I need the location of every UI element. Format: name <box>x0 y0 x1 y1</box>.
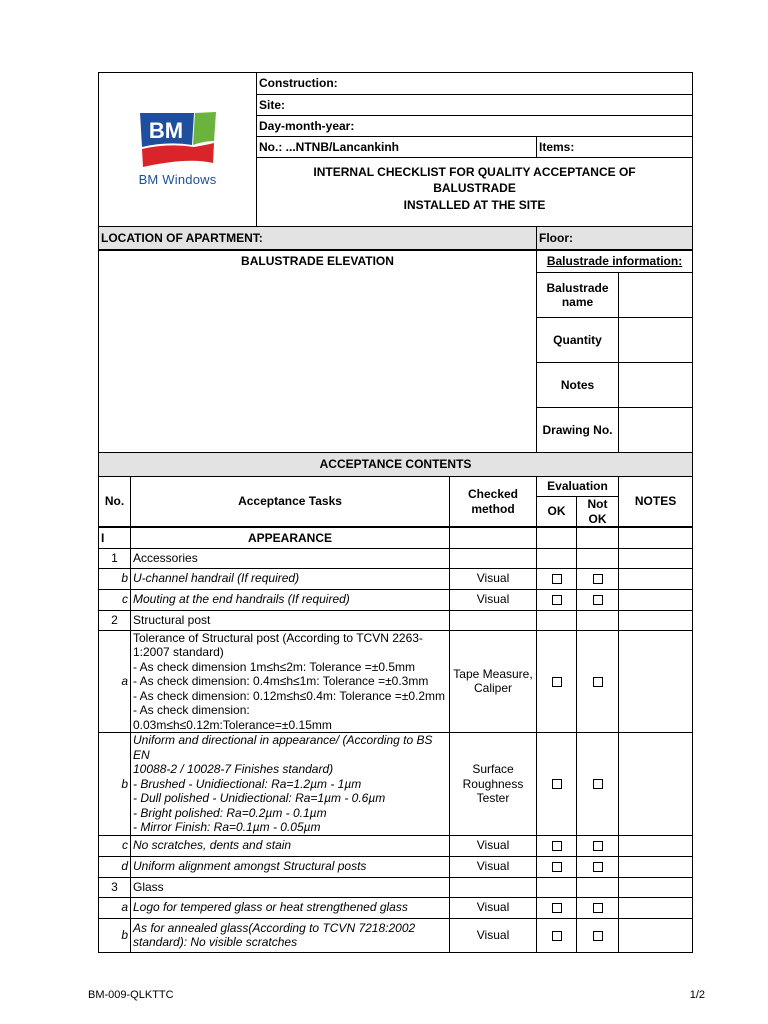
task-text: Tolerance of Structural post (According to TCVN 2263- 1:2007 standard) - As check dimension 1m≤h≤2m: Tolerance =±0.5mm - As check dimension: 0.4m≤h≤1m: Tolerance =±0.3mm - As check dimension: 0.12m≤h≤0.4m: Tolerance =±0.2mm - As check dimension: 0.03m≤h≤0.12m:Tolerance=±0.15mm <box>131 630 450 733</box>
svg-text:BM: BM <box>148 118 183 144</box>
ok-checkbox[interactable] <box>552 841 562 851</box>
not-ok-checkbox[interactable] <box>593 779 603 789</box>
group-title: Accessories <box>131 548 450 568</box>
col-ok-header: OK <box>537 497 577 528</box>
not-ok-checkbox[interactable] <box>593 677 603 687</box>
method-text: Visual <box>450 918 537 952</box>
task-text: No scratches, dents and stain <box>131 835 450 856</box>
ok-checkbox[interactable] <box>552 574 562 584</box>
task-text: Uniform alignment amongst Structural posts <box>131 856 450 877</box>
col-notes-header: NOTES <box>619 477 693 528</box>
notes-cell[interactable] <box>619 733 693 836</box>
balustrade-name-label: Balustrade name <box>537 273 619 318</box>
balustrade-elevation-heading: BALUSTRADE ELEVATION <box>241 253 394 268</box>
construction-field: Construction: <box>257 73 693 95</box>
notes-cell[interactable] <box>619 835 693 856</box>
table-row: a Logo for tempered glass or heat strengthened glass Visual <box>99 897 693 918</box>
not-ok-checkbox[interactable] <box>593 862 603 872</box>
drawing-no-label: Drawing No. <box>537 408 619 453</box>
task-text: Logo for tempered glass or heat strengthened glass <box>131 897 450 918</box>
balustrade-elevation-area <box>99 250 537 453</box>
table-row: 2 Structural post <box>99 610 693 630</box>
task-text: U-channel handrail (If required) <box>131 568 450 589</box>
table-row: d Uniform alignment amongst Structural posts Visual <box>99 856 693 877</box>
col-tasks-header: Acceptance Tasks <box>131 477 450 528</box>
task-text: As for annealed glass(According to TCVN 7218:2002 standard): No visible scratches <box>131 918 450 952</box>
logo-cell <box>99 73 257 227</box>
items-field: Items: <box>537 137 693 158</box>
notes-value <box>619 363 693 408</box>
ok-checkbox[interactable] <box>552 862 562 872</box>
balustrade-info-heading: Balustrade information: <box>537 250 693 273</box>
col-method-header: Checked method <box>450 477 537 528</box>
document-number-field: No.: ...NTNB/Lancankinh <box>257 137 537 158</box>
notes-cell[interactable] <box>619 897 693 918</box>
section-title: APPEARANCE <box>131 527 450 548</box>
method-text: Visual <box>450 835 537 856</box>
page-title-line3: INSTALLED AT THE SITE <box>257 198 693 227</box>
task-text: Uniform and directional in appearance/ (According to BS EN 10088-2 / 10028-7 Finishes standard) - Brushed - Unidiectional: Ra=1.2µm - 1µm - Dull polished - Unidiectional: Ra=1µm - 0.6µm - Bright polished: Ra=0.2µm - 0.1µm - Mirror Finish: Ra=0.1µm - 0.05µm <box>131 733 450 836</box>
notes-cell[interactable] <box>619 856 693 877</box>
ok-checkbox[interactable] <box>552 779 562 789</box>
drawing-no-value <box>619 408 693 453</box>
bm-windows-logo <box>138 111 218 188</box>
notes-cell[interactable] <box>619 918 693 952</box>
notes-cell[interactable] <box>619 589 693 610</box>
not-ok-checkbox[interactable] <box>593 903 603 913</box>
group-title: Glass <box>131 877 450 897</box>
method-text: Tape Measure, Caliper <box>450 630 537 733</box>
notes-label: Notes <box>537 363 619 408</box>
section-number: I <box>99 527 131 548</box>
not-ok-checkbox[interactable] <box>593 931 603 941</box>
ok-checkbox[interactable] <box>552 677 562 687</box>
ok-checkbox[interactable] <box>552 903 562 913</box>
table-row: c No scratches, dents and stain Visual <box>99 835 693 856</box>
bm-logo-icon <box>138 111 218 169</box>
not-ok-checkbox[interactable] <box>593 841 603 851</box>
table-row: b Uniform and directional in appearance/ (According to BS EN 10088-2 / 10028-7 Finishes standard) - Brushed - Unidiectional: Ra=1.2µm - 1µm - Dull polished - Unidiectional: Ra=1µm - 0.6µm - Bright polished: Ra=0.2µm - 0.1µm - Mirror Finish: Ra=0.1µm - 0.05µm Surface Roughness Tester <box>99 733 693 836</box>
col-no-header: No. <box>99 477 131 528</box>
not-ok-checkbox[interactable] <box>593 595 603 605</box>
col-evaluation-header: Evaluation <box>537 477 619 497</box>
page-number: 1/2 <box>689 989 705 1001</box>
method-text: Visual <box>450 589 537 610</box>
table-row: b U-channel handrail (If required) Visual <box>99 568 693 589</box>
page-title-line1: INTERNAL CHECKLIST FOR QUALITY ACCEPTANCE OF <box>257 158 693 180</box>
ok-checkbox[interactable] <box>552 595 562 605</box>
page-title-line2: BALUSTRADE <box>257 180 693 198</box>
method-text: Visual <box>450 568 537 589</box>
quantity-label: Quantity <box>537 318 619 363</box>
notes-cell[interactable] <box>619 568 693 589</box>
checklist-table <box>98 72 693 953</box>
document-code: BM-009-QLKTTC <box>88 989 174 1001</box>
col-not-ok-header: Not OK <box>577 497 619 528</box>
ok-checkbox[interactable] <box>552 931 562 941</box>
logo-brand-name: BM Windows <box>138 172 217 188</box>
task-text: Mouting at the end handrails (If required) <box>131 589 450 610</box>
date-field: Day-month-year: <box>257 116 693 137</box>
not-ok-checkbox[interactable] <box>593 574 603 584</box>
site-field: Site: <box>257 95 693 116</box>
table-row: c Mouting at the end handrails (If required) Visual <box>99 589 693 610</box>
table-row: 3 Glass <box>99 877 693 897</box>
location-label: LOCATION OF APARTMENT: <box>99 227 537 250</box>
balustrade-name-value <box>619 273 693 318</box>
table-row: a Tolerance of Structural post (According to TCVN 2263- 1:2007 standard) - As check dimension 1m≤h≤2m: Tolerance =±0.5mm - As check dimension: 0.4m≤h≤1m: Tolerance =±0.3mm - As check dimension: 0.12m≤h≤0.4m: Tolerance =±0.2mm - As check dimension: 0.03m≤h≤0.12m:Tolerance=±0.15mm Tape Measure, Caliper <box>99 630 693 733</box>
group-title: Structural post <box>131 610 450 630</box>
floor-label: Floor: <box>537 227 693 250</box>
quantity-value <box>619 318 693 363</box>
method-text: Surface Roughness Tester <box>450 733 537 836</box>
method-text: Visual <box>450 856 537 877</box>
table-row: b As for annealed glass(According to TCVN 7218:2002 standard): No visible scratches Visual <box>99 918 693 952</box>
notes-cell[interactable] <box>619 630 693 733</box>
method-text: Visual <box>450 897 537 918</box>
table-row: 1 Accessories <box>99 548 693 568</box>
acceptance-contents-heading: ACCEPTANCE CONTENTS <box>99 453 693 477</box>
